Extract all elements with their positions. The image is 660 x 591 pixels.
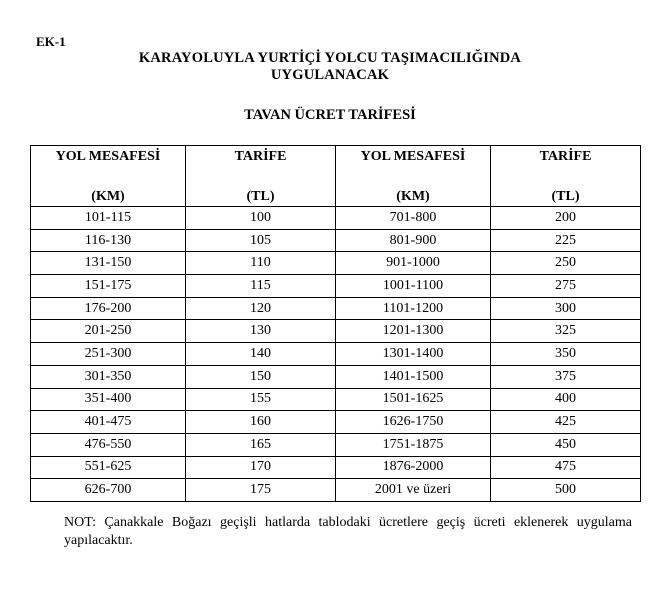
header-unit: (TL) bbox=[551, 189, 580, 204]
tariff-cell: 155 bbox=[186, 388, 336, 411]
distance-cell: 176-200 bbox=[31, 297, 186, 320]
header-label: YOL MESAFESİ bbox=[360, 149, 466, 164]
distance-cell: 1401-1500 bbox=[336, 365, 491, 388]
tariff-table bbox=[30, 145, 641, 502]
tariff-cell: 475 bbox=[491, 456, 641, 479]
table-row bbox=[31, 320, 641, 343]
distance-cell: 116-130 bbox=[31, 229, 186, 252]
tariff-cell: 115 bbox=[186, 275, 336, 298]
table-row bbox=[31, 433, 641, 456]
header-cell-distance-2 bbox=[336, 146, 491, 207]
table-row bbox=[31, 479, 641, 502]
table-header-row bbox=[31, 146, 641, 207]
table-row bbox=[31, 343, 641, 366]
table-row bbox=[31, 207, 641, 230]
distance-cell: 701-800 bbox=[336, 207, 491, 230]
tariff-cell: 100 bbox=[186, 207, 336, 230]
tariff-cell: 110 bbox=[186, 252, 336, 275]
header-unit: (TL) bbox=[246, 189, 275, 204]
tariff-cell: 250 bbox=[491, 252, 641, 275]
tariff-cell: 175 bbox=[186, 479, 336, 502]
table-row bbox=[31, 365, 641, 388]
tariff-cell: 140 bbox=[186, 343, 336, 366]
tariff-cell: 130 bbox=[186, 320, 336, 343]
tariff-cell: 350 bbox=[491, 343, 641, 366]
table-row bbox=[31, 297, 641, 320]
tariff-cell: 160 bbox=[186, 411, 336, 434]
tariff-cell: 275 bbox=[491, 275, 641, 298]
distance-cell: 2001 ve üzeri bbox=[336, 479, 491, 502]
annex-label: EK-1 bbox=[36, 34, 66, 49]
table-row bbox=[31, 388, 641, 411]
distance-cell: 801-900 bbox=[336, 229, 491, 252]
header-label: YOL MESAFESİ bbox=[55, 149, 161, 164]
distance-cell: 1201-1300 bbox=[336, 320, 491, 343]
distance-cell: 1001-1100 bbox=[336, 275, 491, 298]
distance-cell: 476-550 bbox=[31, 433, 186, 456]
title-line-1: KARAYOLUYLA YURTİÇİ YOLCU TAŞIMACILIĞINDA bbox=[138, 50, 522, 66]
table-row bbox=[31, 229, 641, 252]
distance-cell: 1101-1200 bbox=[336, 297, 491, 320]
distance-cell: 101-115 bbox=[31, 207, 186, 230]
distance-cell: 131-150 bbox=[31, 252, 186, 275]
distance-cell: 151-175 bbox=[31, 275, 186, 298]
distance-cell: 901-1000 bbox=[336, 252, 491, 275]
tariff-cell: 225 bbox=[491, 229, 641, 252]
table-row bbox=[31, 252, 641, 275]
document-title bbox=[0, 50, 660, 84]
tariff-cell: 375 bbox=[491, 365, 641, 388]
tariff-cell: 450 bbox=[491, 433, 641, 456]
tariff-cell: 425 bbox=[491, 411, 641, 434]
tariff-cell: 120 bbox=[186, 297, 336, 320]
table-row bbox=[31, 411, 641, 434]
distance-cell: 251-300 bbox=[31, 343, 186, 366]
distance-cell: 1751-1875 bbox=[336, 433, 491, 456]
header-label: TARİFE bbox=[234, 149, 287, 164]
header-cell-tariff-1 bbox=[186, 146, 336, 207]
header-label: TARİFE bbox=[539, 149, 592, 164]
tariff-cell: 165 bbox=[186, 433, 336, 456]
distance-cell: 351-400 bbox=[31, 388, 186, 411]
tariff-cell: 150 bbox=[186, 365, 336, 388]
tariff-cell: 170 bbox=[186, 456, 336, 479]
distance-cell: 201-250 bbox=[31, 320, 186, 343]
table-body bbox=[31, 207, 641, 502]
distance-cell: 1876-2000 bbox=[336, 456, 491, 479]
title-line-2: UYGULANACAK bbox=[270, 67, 390, 83]
distance-cell: 1501-1625 bbox=[336, 388, 491, 411]
distance-cell: 1626-1750 bbox=[336, 411, 491, 434]
header-cell-tariff-2 bbox=[491, 146, 641, 207]
table-row bbox=[31, 275, 641, 298]
distance-cell: 401-475 bbox=[31, 411, 186, 434]
distance-cell: 626-700 bbox=[31, 479, 186, 502]
header-unit: (KM) bbox=[396, 189, 430, 204]
footnote: NOT: Çanakkale Boğazı geçişli hatlarda tablodaki ücretlere geçiş ücreti eklenerek uygulama yapılacaktır. bbox=[64, 515, 632, 548]
tariff-cell: 300 bbox=[491, 297, 641, 320]
tariff-cell: 500 bbox=[491, 479, 641, 502]
tariff-cell: 325 bbox=[491, 320, 641, 343]
header-cell-distance-1 bbox=[31, 146, 186, 207]
table-row bbox=[31, 456, 641, 479]
header-unit: (KM) bbox=[91, 189, 125, 204]
tariff-cell: 400 bbox=[491, 388, 641, 411]
tariff-cell: 200 bbox=[491, 207, 641, 230]
distance-cell: 1301-1400 bbox=[336, 343, 491, 366]
document-subtitle: TAVAN ÜCRET TARİFESİ bbox=[244, 107, 416, 123]
tariff-cell: 105 bbox=[186, 229, 336, 252]
distance-cell: 301-350 bbox=[31, 365, 186, 388]
distance-cell: 551-625 bbox=[31, 456, 186, 479]
